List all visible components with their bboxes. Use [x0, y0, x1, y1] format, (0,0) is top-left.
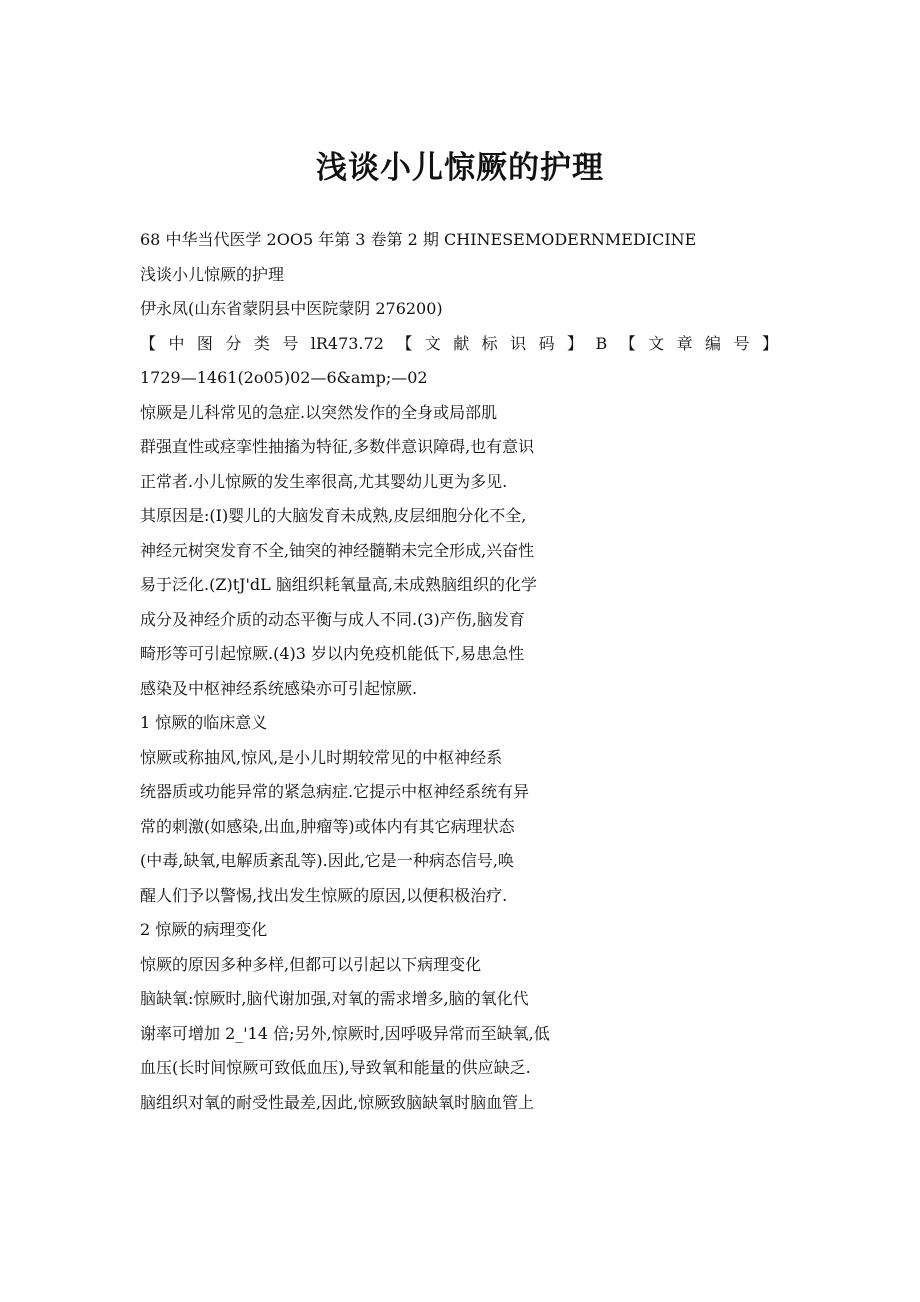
paragraph-line: 血压(长时间惊厥可致低血压),导致氧和能量的供应缺乏.: [140, 1058, 531, 1077]
classification-token: 编: [705, 333, 722, 353]
paragraph-line: 其原因是:(I)婴儿的大脑发育未成熟,皮层细胞分化不全,: [140, 506, 527, 525]
author-line: 伊永凤(山东省蒙阴县中医院蒙阴 276200): [140, 299, 443, 318]
classification-token: 图: [196, 333, 213, 353]
paragraph-line: 常的刺激(如感染,出血,肿瘤等)或体内有其它病理状态: [140, 816, 515, 836]
paragraph-line: 群强直性或痉挛性抽搐为特征,多数伴意识障碍,也有意识: [140, 437, 535, 456]
paragraph-line: 脑缺氧:惊厥时,脑代谢加强,对氧的需求增多,脑的氧化代: [140, 989, 529, 1008]
classification-token: 文: [648, 333, 665, 353]
paragraph-line: 惊厥是儿科常见的急症.以突然发作的全身或局部肌: [140, 402, 498, 422]
paragraph-line: 感染及中枢神经系统感染亦可引起惊厥.: [140, 678, 418, 698]
classification-token: 识: [510, 333, 527, 353]
paragraph-line: 脑组织对氧的耐受性最差,因此,惊厥致脑缺氧时脑血管上: [140, 1092, 535, 1112]
paragraph-line: 谢率可增加 2_'14 倍;另外,惊厥时,因呼吸异常而至缺氧,低: [140, 1023, 550, 1043]
classification-token: 【: [396, 333, 413, 353]
paragraph-line: 畸形等可引起惊厥.(4)3 岁以内免疫机能低下,易患急性: [140, 644, 525, 663]
classification-code: lR473.72: [310, 333, 384, 353]
classification-token: 【: [140, 333, 157, 353]
paragraph-line: 正常者.小儿惊厥的发生率很高,尤其婴幼儿更为多见.: [140, 471, 508, 491]
paragraph-line: 统器质或功能异常的紧急病症.它提示中枢神经系统有异: [140, 782, 530, 801]
document-body: [140, 223, 780, 1120]
journal-header-line: 68 中华当代医学 2OO5 年第 3 卷第 2 期 CHINESEMODERNMEDICINE: [140, 230, 697, 249]
classification-token: 】: [567, 333, 584, 353]
classification-token: 号: [282, 333, 299, 353]
paragraph-line: (中毒,缺氧,电解质紊乱等).因此,它是一种病态信号,唤: [140, 851, 514, 870]
section-heading: 2 惊厥的病理变化: [140, 920, 268, 939]
document-code: B: [595, 333, 608, 353]
classification-token: 章: [676, 333, 693, 353]
article-number-line: 1729—1461(2o05)02—6&amp;—02: [140, 368, 428, 387]
classification-token: 】: [761, 333, 778, 353]
document-title: 浅谈小儿惊厥的护理: [316, 150, 604, 186]
classification-token: 码: [538, 333, 555, 353]
paragraph-line: 醒人们予以警惕,找出发生惊厥的原因,以便积极治疗.: [140, 885, 508, 905]
paragraph-line: 神经元树突发育不全,铀突的神经髓鞘未完全形成,兴奋性: [140, 540, 535, 560]
classification-token: 【: [619, 333, 636, 353]
classification-token: 中: [168, 333, 185, 353]
classification-token: 标: [481, 333, 498, 353]
paragraph-line: 易于泛化.(Z)tJ'dL 脑组织耗氧量高,未成熟脑组织的化学: [140, 575, 537, 594]
classification-token: 分: [225, 333, 242, 353]
paragraph-line: 惊厥或称抽风,惊风,是小儿时期较常见的中枢神经系: [140, 747, 503, 767]
paragraph-line: 惊厥的原因多种多样,但都可以引起以下病理变化: [140, 954, 482, 974]
section-heading: 1 惊厥的临床意义: [140, 713, 268, 732]
classification-line: [140, 327, 778, 362]
classification-token: 文: [424, 333, 441, 353]
classification-token: 号: [733, 333, 750, 353]
classification-token: 献: [453, 333, 470, 353]
paragraph-line: 成分及神经介质的动态平衡与成人不同.(3)产伤,脑发育: [140, 609, 525, 629]
classification-token: 类: [253, 333, 270, 353]
article-title-line: 浅谈小儿惊厥的护理: [140, 264, 285, 284]
